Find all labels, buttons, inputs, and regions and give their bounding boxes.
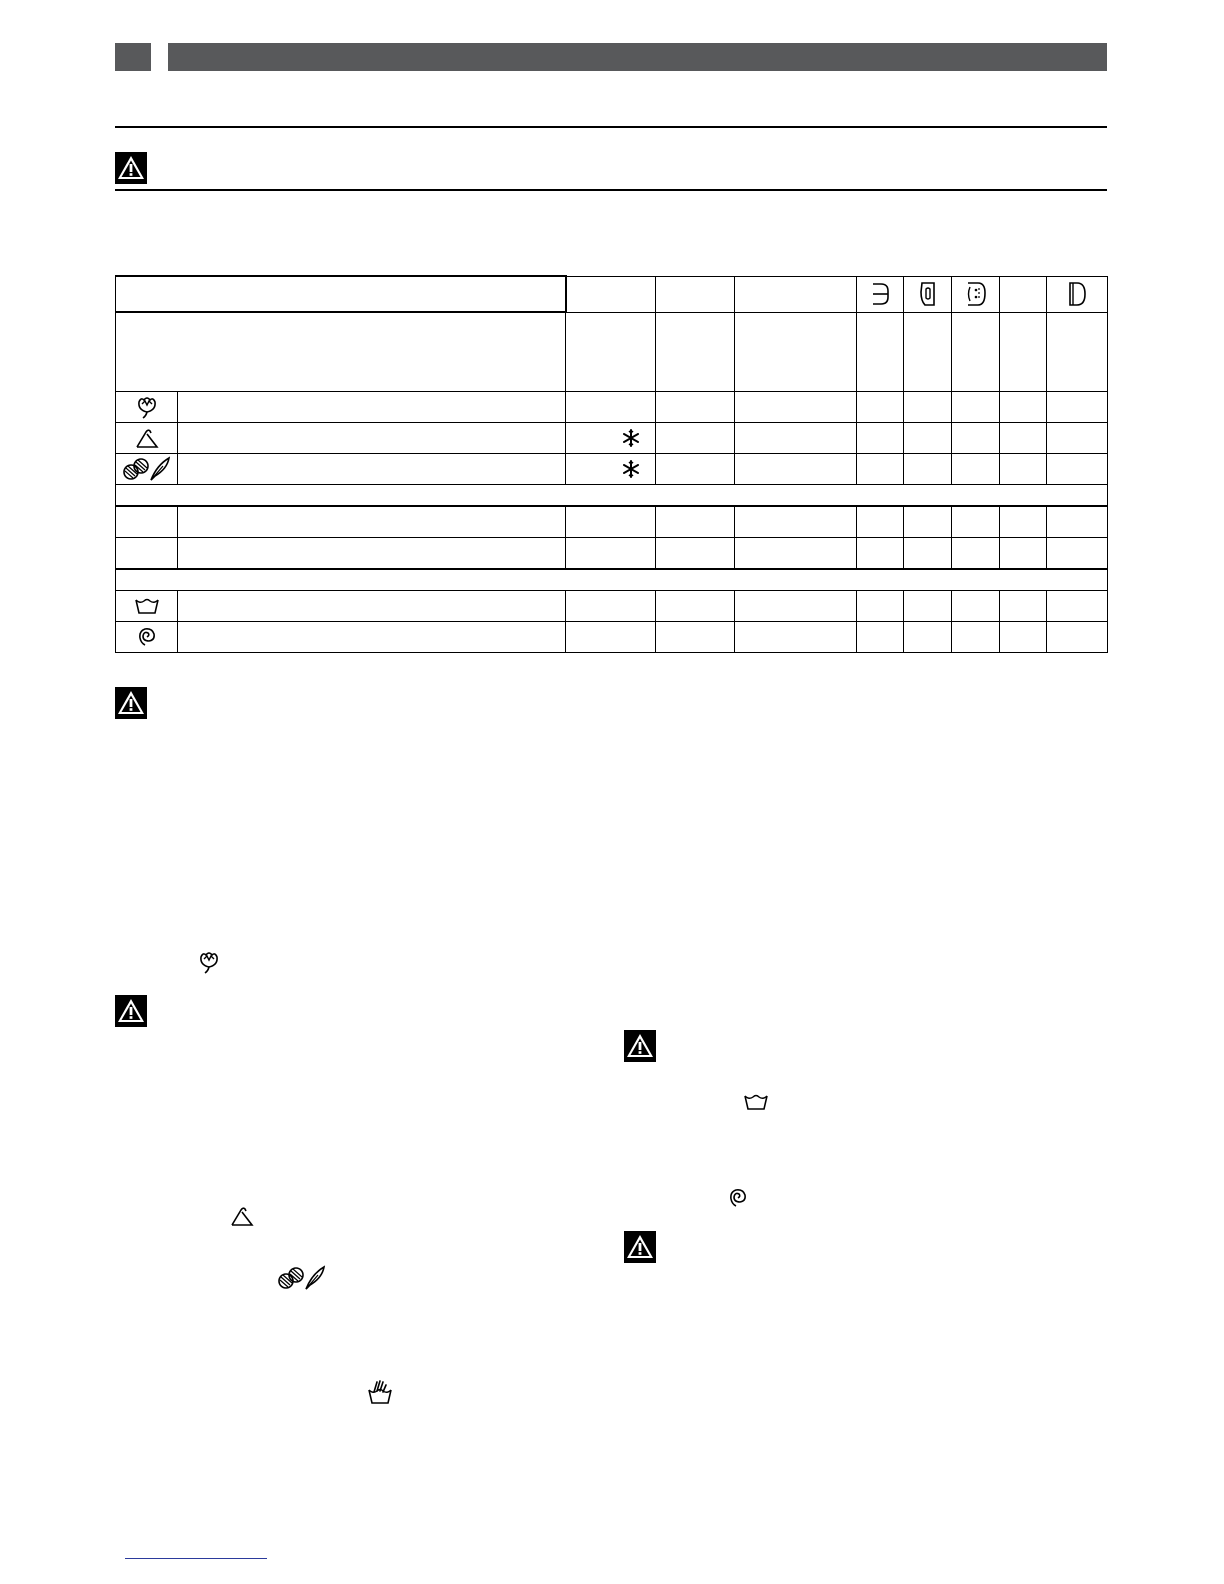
rinse-tub-icon xyxy=(742,1090,770,1119)
table-cell xyxy=(857,591,904,622)
table-cell xyxy=(566,591,656,622)
table-cell xyxy=(952,392,1000,423)
cotton-icon xyxy=(195,948,223,981)
delay-icon xyxy=(1065,280,1089,308)
section-title-bar xyxy=(168,43,1107,71)
rinse-icon xyxy=(964,280,988,308)
table-cell xyxy=(735,506,857,538)
table-cell xyxy=(1000,454,1047,485)
table-row xyxy=(116,622,1108,653)
table-cell xyxy=(1047,454,1108,485)
table-cell xyxy=(178,538,566,570)
table-cell xyxy=(735,454,857,485)
table-cell xyxy=(656,506,735,538)
table-cell xyxy=(178,591,566,622)
row-icon-cell xyxy=(116,538,178,570)
table-cell xyxy=(904,591,952,622)
table-cell xyxy=(857,454,904,485)
table-cell xyxy=(1000,538,1047,570)
table-cell xyxy=(1000,392,1047,423)
table-cell xyxy=(952,423,1000,454)
spin-icon xyxy=(916,280,940,308)
table-cell xyxy=(566,622,656,653)
table-cell xyxy=(656,392,735,423)
rinse-tub-icon xyxy=(133,594,161,618)
table-cell xyxy=(1047,423,1108,454)
warning-triangle-icon xyxy=(115,995,147,1027)
header-cell xyxy=(656,276,735,312)
section-bottom-rule xyxy=(115,189,1107,191)
divider-cell xyxy=(116,485,1108,507)
table-cell xyxy=(1000,591,1047,622)
table-cell xyxy=(904,392,952,423)
table-cell xyxy=(178,506,566,538)
table-cell xyxy=(904,423,952,454)
table-row xyxy=(116,591,1108,622)
table-cell xyxy=(952,622,1000,653)
table-row xyxy=(116,454,1108,485)
table-cell xyxy=(735,538,857,570)
table-cell xyxy=(952,538,1000,570)
table-cell xyxy=(1047,392,1108,423)
table-cell xyxy=(1000,423,1047,454)
table-section-divider xyxy=(116,569,1108,591)
subheader-cell xyxy=(116,312,566,392)
table-cell xyxy=(904,506,952,538)
row-icon-cell xyxy=(116,591,178,622)
table-row xyxy=(116,538,1108,570)
row-icon-cell xyxy=(116,454,178,485)
table-cell xyxy=(656,591,735,622)
warning-triangle-icon xyxy=(624,1030,656,1062)
table-section-divider xyxy=(116,485,1108,507)
table-cell xyxy=(178,454,566,485)
warning-triangle-icon xyxy=(115,152,147,184)
table-cell xyxy=(566,538,656,570)
table-cell xyxy=(857,423,904,454)
table-cell xyxy=(178,392,566,423)
page-number-tab xyxy=(115,43,151,71)
subheader-cell xyxy=(857,312,904,392)
header-cell-delay xyxy=(1047,276,1108,312)
table-cell xyxy=(735,423,857,454)
wool-delicates-icon xyxy=(276,1264,328,1297)
table-cell xyxy=(1047,591,1108,622)
wool-delicates-icon xyxy=(121,455,173,483)
table-cell xyxy=(1047,506,1108,538)
table-cell xyxy=(952,591,1000,622)
table-row xyxy=(116,392,1108,423)
table-cell xyxy=(857,392,904,423)
table-cell xyxy=(904,454,952,485)
table-cell xyxy=(735,591,857,622)
header-cell-spin xyxy=(904,276,952,312)
table-header-row xyxy=(116,276,1108,312)
handwash-icon xyxy=(366,1378,394,1411)
spin-spiral-icon xyxy=(726,1186,750,1215)
header-cell-programme xyxy=(116,276,566,312)
subheader-cell xyxy=(656,312,735,392)
subheader-cell xyxy=(1000,312,1047,392)
table-cell xyxy=(952,506,1000,538)
header-cell xyxy=(735,276,857,312)
table-cell xyxy=(857,538,904,570)
table-cell xyxy=(857,506,904,538)
header-cell-rinse xyxy=(952,276,1000,312)
table-cell xyxy=(1047,622,1108,653)
table-cell xyxy=(656,538,735,570)
row-icon-cell xyxy=(116,622,178,653)
table-cell xyxy=(656,423,735,454)
table-cell xyxy=(1047,538,1108,570)
row-icon-cell xyxy=(116,506,178,538)
table-subheader-row xyxy=(116,312,1108,392)
subheader-cell xyxy=(904,312,952,392)
subheader-cell xyxy=(1047,312,1108,392)
header-cell xyxy=(1000,276,1047,312)
table-cell xyxy=(566,423,656,454)
table-cell xyxy=(1000,506,1047,538)
table-cell xyxy=(1000,622,1047,653)
footnote-link-underline[interactable] xyxy=(125,1558,267,1559)
synthetics-icon xyxy=(228,1202,256,1235)
table-cell xyxy=(735,622,857,653)
synthetics-icon xyxy=(133,424,161,452)
subheader-cell xyxy=(735,312,857,392)
divider-cell xyxy=(116,569,1108,591)
table-cell xyxy=(178,423,566,454)
warning-triangle-icon xyxy=(115,687,147,719)
table-cell xyxy=(904,622,952,653)
table-cell xyxy=(566,392,656,423)
table-row xyxy=(116,423,1108,454)
table-cell xyxy=(566,454,656,485)
section-top-rule xyxy=(115,126,1107,128)
table-cell xyxy=(656,454,735,485)
spin-spiral-icon xyxy=(135,625,159,649)
cotton-icon xyxy=(133,393,161,421)
row-icon-cell xyxy=(116,392,178,423)
subheader-cell xyxy=(566,312,656,392)
header-cell xyxy=(566,276,656,312)
table-cell xyxy=(904,538,952,570)
table-cell xyxy=(952,454,1000,485)
row-icon-cell xyxy=(116,423,178,454)
table-cell xyxy=(735,392,857,423)
warning-triangle-icon xyxy=(624,1231,656,1263)
snowflake-icon xyxy=(621,459,641,479)
table-row xyxy=(116,506,1108,538)
header-cell-drain xyxy=(857,276,904,312)
table-cell xyxy=(566,506,656,538)
table-cell xyxy=(656,622,735,653)
table-cell xyxy=(857,622,904,653)
subheader-cell xyxy=(952,312,1000,392)
snowflake-icon xyxy=(621,428,641,448)
programme-table xyxy=(115,275,1108,653)
drain-icon xyxy=(868,280,892,308)
table-cell xyxy=(178,622,566,653)
